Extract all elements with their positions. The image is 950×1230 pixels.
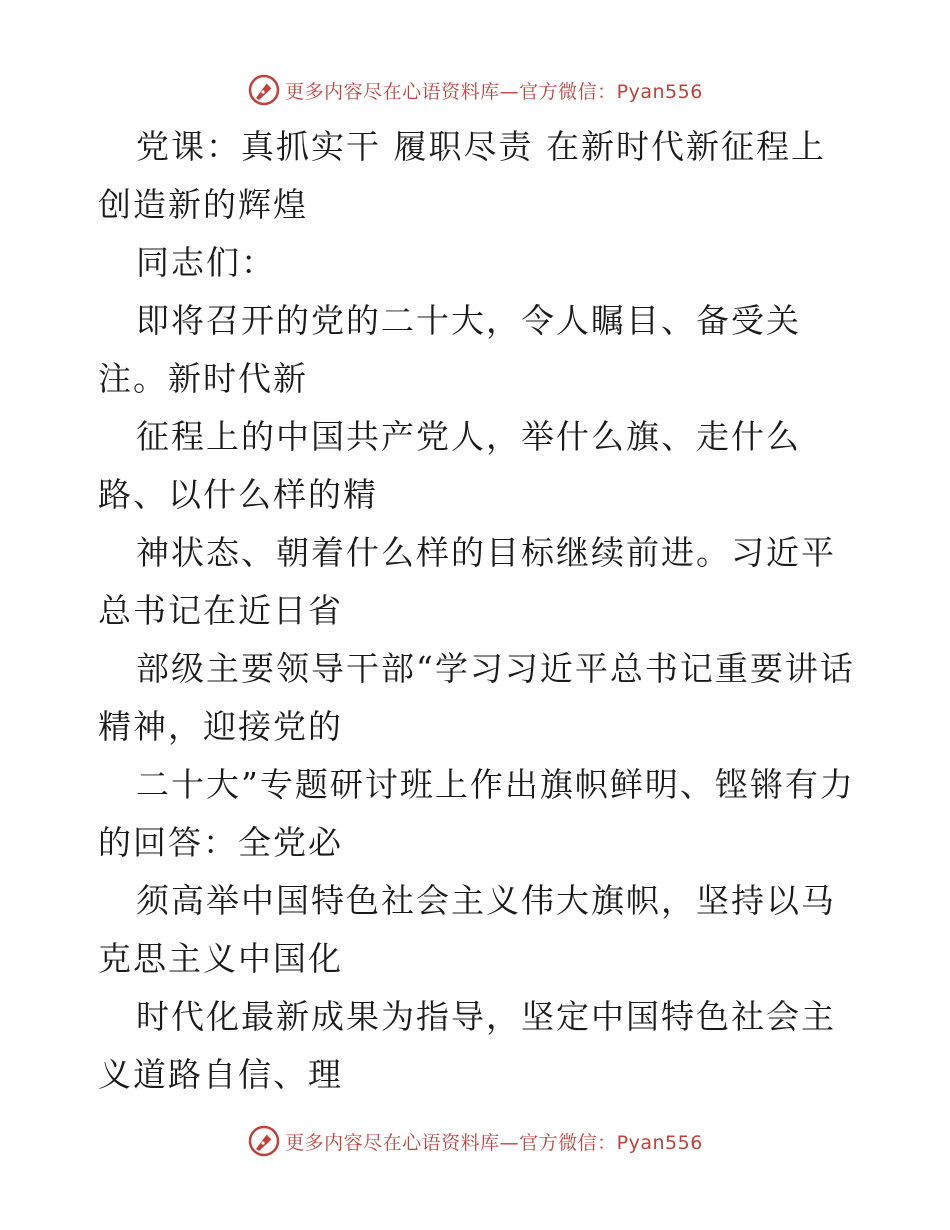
body-paragraph: 征程上的中国共产党人，举什么旗、走什么路、以什么样的精	[98, 417, 801, 514]
salutation: 同志们：	[136, 243, 276, 282]
document-body	[98, 118, 858, 1104]
footer-banner-text: 更多内容尽在心语资料库—官方微信：Pyan556	[285, 1131, 703, 1154]
body-paragraph: 神状态、朝着什么样的目标继续前进。习近平总书记在近日省	[98, 533, 836, 630]
pen-nib-logo-icon	[247, 73, 281, 107]
body-paragraph: 即将召开的党的二十大，令人瞩目、备受关注。新时代新	[98, 301, 801, 398]
body-paragraph: 二十大”专题研讨班上作出旗帜鲜明、铿锵有力的回答：全党必	[98, 765, 855, 862]
header-banner	[0, 70, 950, 110]
document-title: 党课：真抓实干 履职尽责 在新时代新征程上创造新的辉煌	[98, 127, 826, 224]
body-paragraph: 部级主要领导干部“学习习近平总书记重要讲话精神，迎接党的	[98, 649, 855, 746]
body-paragraph: 时代化最新成果为指导，坚定中国特色社会主义道路自信、理	[98, 997, 836, 1094]
header-banner-text: 更多内容尽在心语资料库—官方微信：Pyan556	[285, 80, 703, 103]
footer-banner	[0, 1121, 950, 1161]
pen-nib-logo-icon	[247, 1124, 281, 1158]
body-paragraph: 须高举中国特色社会主义伟大旗帜，坚持以马克思主义中国化	[98, 881, 836, 978]
